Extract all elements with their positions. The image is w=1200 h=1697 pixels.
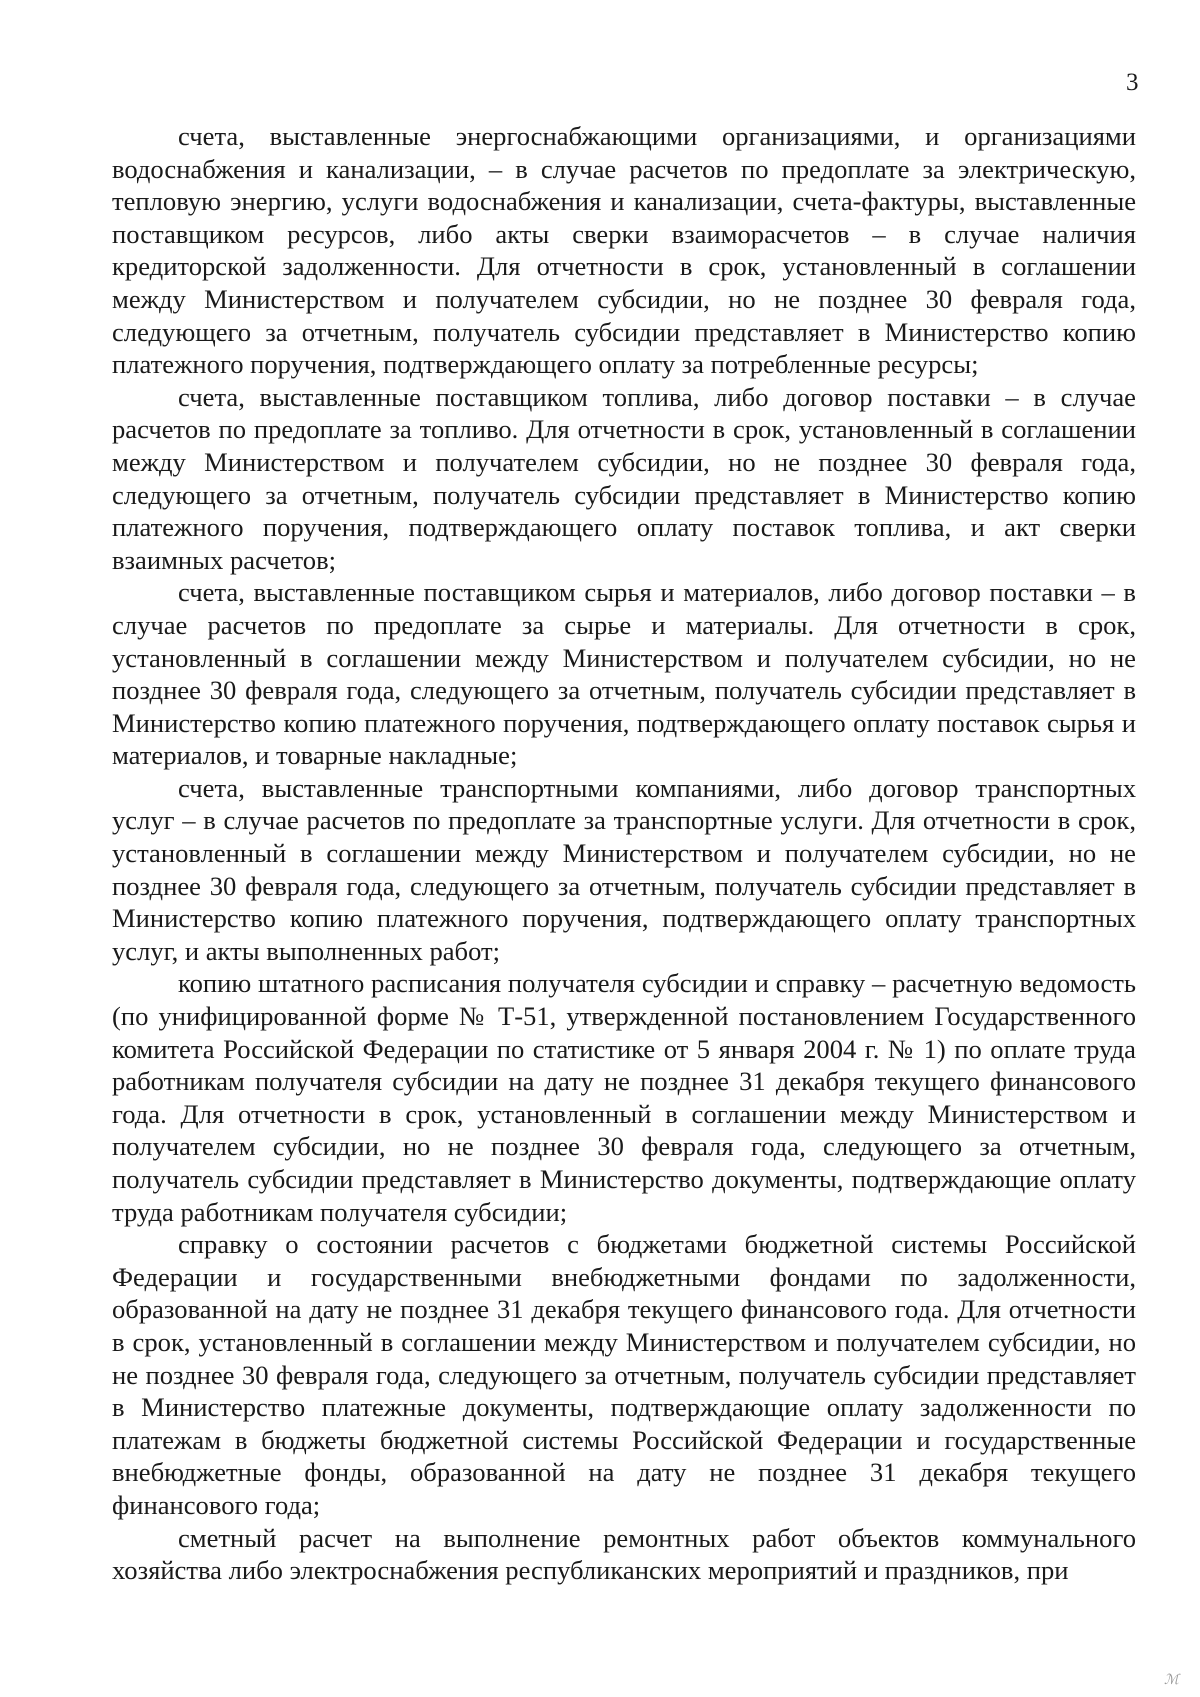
paragraph-transport-invoices: счета, выставленные транспортными компаниями, либо договор транспортных услуг – в случае расчетов по предоплате за транспортные услуги. Для отчетности в срок, установленный в соглашении между Министерством и получателем субсидии, но не позднее 30 февраля года, следующего за отчетным, получатель субсидии представляет в Министерство копию платежного поручения, подтверждающего оплату транспортных услуг, и акты выполненных работ; <box>112 772 1136 966</box>
paragraph-utility-invoices: счета, выставленные энергоснабжающими организациями, и организациями водоснабжения и канализации, – в случае расчетов по предоплате за электрическую, тепловую энергию, услуги водоснабжения и канализации, счета-фактуры, выставленные поставщиком ресурсов, либо акты сверки взаиморасчетов – в случае наличия кредиторской задолженности. Для отчетности в срок, установленный в соглашении между Министерством и получателем субсидии, но не позднее 30 февраля года, следующего за отчетным, получатель субсидии представляет в Министерство копию платежного поручения, подтверждающего оплату за потребленные ресурсы; <box>112 121 1136 380</box>
document-body <box>112 120 1136 1587</box>
paragraph-staff-schedule: копию штатного расписания получателя субсидии и справку – расчетную ведомость (по унифицированной форме № Т-51, утвержденной постановлением Государственного комитета Российской Федерации по статистике от 5 января 2004 г. № 1) по оплате труда работникам получателя субсидии на дату не позднее 31 декабря текущего финансового года. Для отчетности в срок, установленный в соглашении между Министерством и получателем субсидии, но не позднее 30 февраля года, следующего за отчетным, получатель субсидии представляет в Министерство документы, подтверждающие оплату труда работникам получателя субсидии; <box>112 968 1136 1227</box>
handwritten-mark: ℳ <box>1164 1673 1180 1688</box>
paragraph-repair-estimate: сметный расчет на выполнение ремонтных работ объектов коммунального хозяйства либо электроснабжения республиканских мероприятий и праздников, при <box>112 1522 1136 1586</box>
paragraph-fuel-invoices: счета, выставленные поставщиком топлива, либо договор поставки – в случае расчетов по предоплате за топливо. Для отчетности в срок, установленный в соглашении между Министерством и получателем субсидии, но не позднее 30 февраля года, следующего за отчетным, получатель субсидии представляет в Министерство копию платежного поручения, подтверждающего оплату поставок топлива, и акт сверки взаимных расчетов; <box>112 381 1136 575</box>
page-number: 3 <box>1126 69 1139 96</box>
paragraph-budget-settlements: справку о состоянии расчетов с бюджетами бюджетной системы Российской Федерации и государственными внебюджетными фондами по задолженности, образованной на дату не позднее 31 декабря текущего финансового года. Для отчетности в срок, установленный в соглашении между Министерством и получателем субсидии, но не позднее 30 февраля года, следующего за отчетным, получатель субсидии представляет в Министерство платежные документы, подтверждающие оплату задолженности по платежам в бюджеты бюджетной системы Российской Федерации и государственные внебюджетные фонды, образованной на дату не позднее 31 декабря текущего финансового года; <box>112 1229 1136 1520</box>
paragraph-materials-invoices: счета, выставленные поставщиком сырья и материалов, либо договор поставки – в случае расчетов по предоплате за сырье и материалы. Для отчетности в срок, установленный в соглашении между Министерством и получателем субсидии, но не позднее 30 февраля года, следующего за отчетным, получатель субсидии представляет в Министерство копию платежного поручения, подтверждающего оплату поставок сырья и материалов, и товарные накладные; <box>112 577 1136 771</box>
